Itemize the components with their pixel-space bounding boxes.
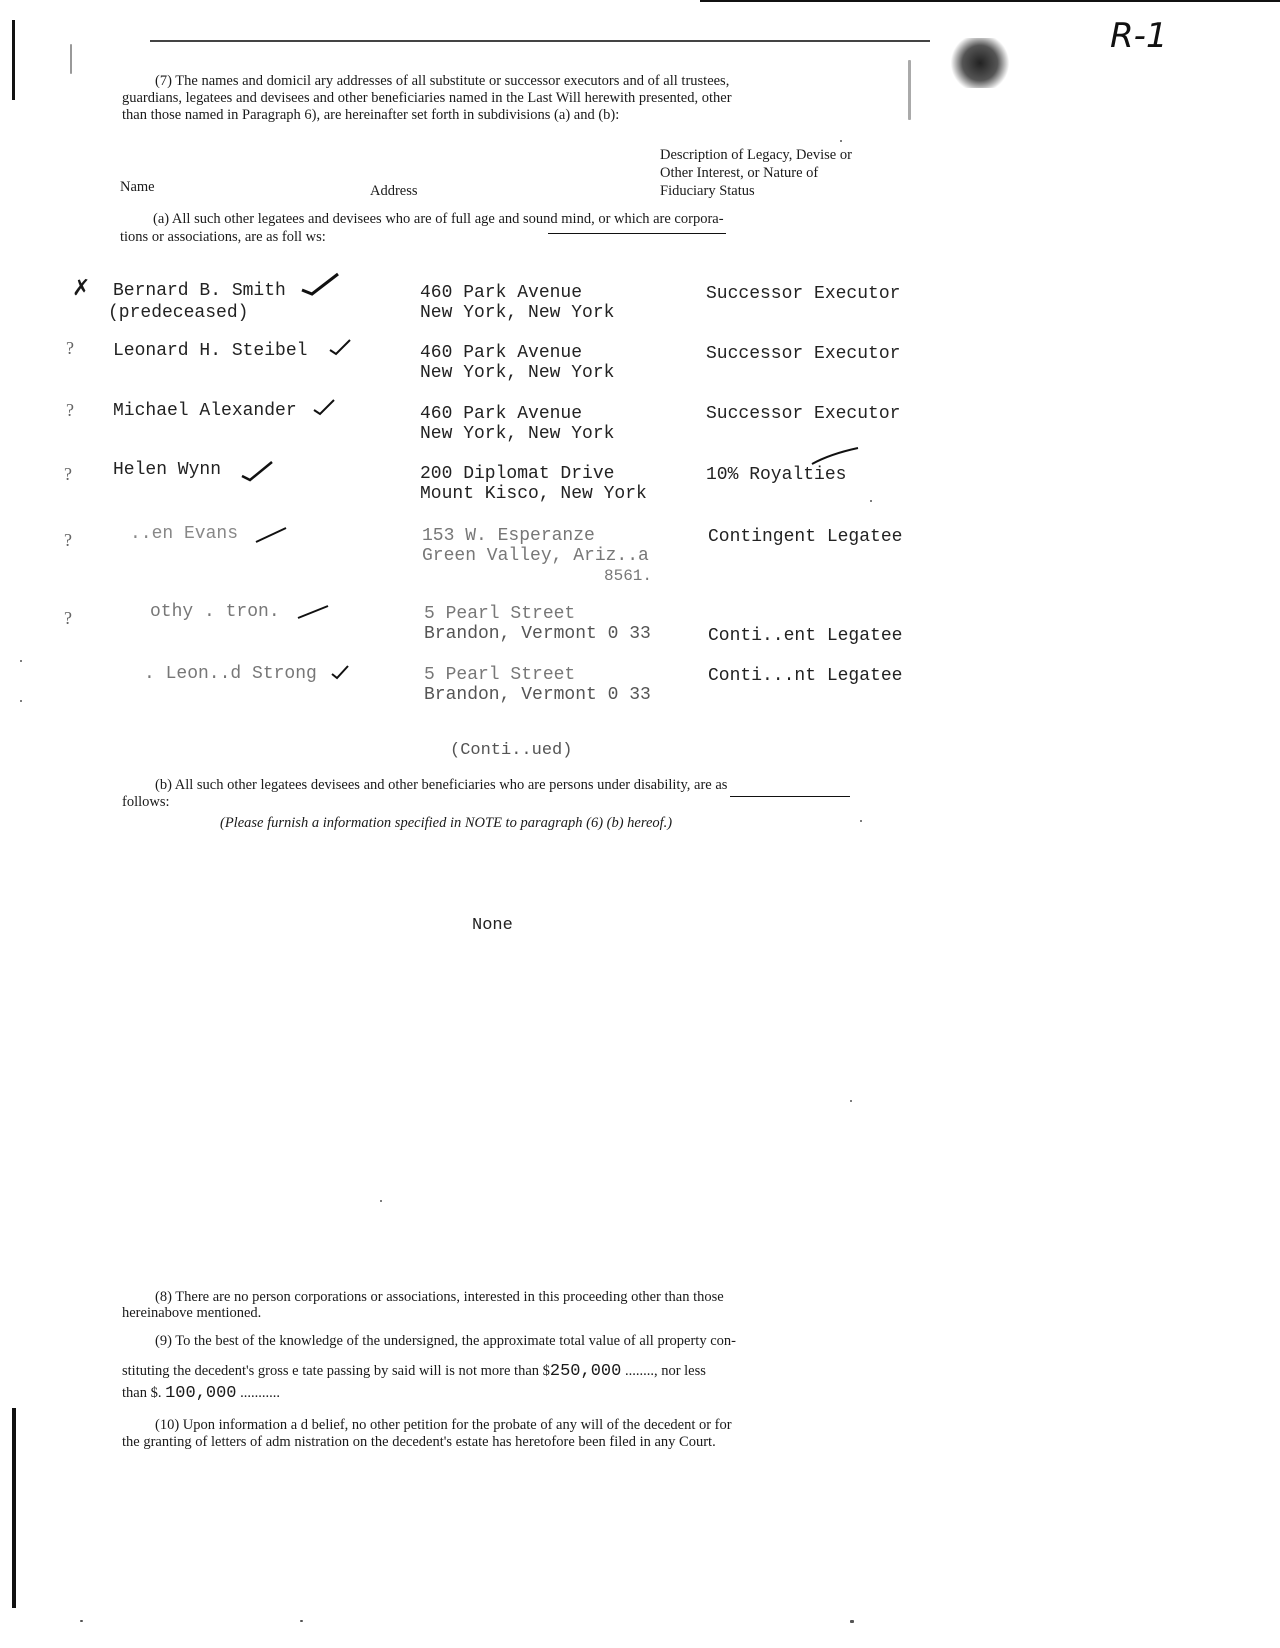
beneficiary-address-line2: Brandon, Vermont 0 33 — [424, 685, 651, 705]
para9-line3 — [122, 1384, 280, 1403]
para8-line1: (8) There are no person corporations or associations, interested in this proceeding other than those — [155, 1289, 724, 1305]
para7-line2: guardians, legatees and devisees and other beneficiaries named in the Last Will herewith presented, other — [122, 90, 732, 106]
column-description-line1: Description of Legacy, Devise or — [660, 147, 852, 163]
beneficiary-address-line2: New York, New York — [420, 363, 615, 383]
beneficiary-address-line1: 5 Pearl Street — [424, 665, 576, 685]
beneficiary-address-line2: New York, New York — [420, 303, 615, 323]
para7-line1: (7) The names and domicil ary addresses of all substitute or successor executors and of all trustees, — [155, 73, 730, 89]
para7-line3: than those named in Paragraph 6), are hereinafter set forth in subdivisions (a) and (b): — [122, 107, 620, 123]
para10-line2: the granting of letters of adm nistration on the decedent's estate has heretofore been filed in any Court. — [122, 1434, 716, 1450]
checkmark-icon — [300, 272, 340, 296]
beneficiary-address-line3: 8561. — [604, 567, 653, 585]
beneficiary-name: ..en Evans — [130, 524, 239, 544]
top-edge-line — [150, 40, 930, 42]
sub-a-line1: (a) All such other legatees and devisees who are of full age and sound mind, or which are corpora- — [153, 211, 724, 227]
beneficiary-address-line1: 200 Diplomat Drive — [420, 464, 615, 484]
beneficiary-address-line2: New York, New York — [420, 424, 615, 444]
row-mark: ? — [64, 608, 72, 628]
checkmark-icon — [240, 460, 274, 482]
continued-label: (Conti..ued) — [450, 741, 573, 760]
column-description-line2: Other Interest, or Nature of — [660, 165, 819, 181]
para9-line3-start: than $. — [122, 1385, 162, 1401]
beneficiary-name-note: (predeceased) — [108, 303, 249, 323]
beneficiary-description: Successor Executor — [706, 404, 901, 424]
underline-disability — [730, 796, 850, 797]
sub-b-none: None — [472, 916, 513, 935]
checkmark-icon — [312, 398, 336, 418]
beneficiary-address-line1: 153 W. Esperanze — [422, 526, 595, 546]
beneficiary-address-line1: 460 Park Avenue — [420, 283, 583, 303]
sub-a-line2: tions or associations, are as foll ws: — [120, 229, 326, 245]
checkmark-icon — [328, 338, 352, 358]
left-edge-mark-bottom — [12, 1408, 16, 1608]
row-mark: ? — [66, 400, 74, 420]
min-value: 100,000 — [165, 1384, 237, 1403]
beneficiary-address-line1: 460 Park Avenue — [420, 343, 583, 363]
checkmark-icon — [330, 664, 350, 682]
beneficiary-address-line2: Green Valley, Ariz..a — [422, 546, 649, 566]
column-name-heading: Name — [120, 179, 155, 195]
row-mark: ? — [64, 464, 72, 484]
beneficiary-name: othy . tron. — [150, 602, 280, 622]
beneficiary-description: Conti...nt Legatee — [708, 666, 903, 686]
para9-line1: (9) To the best of the knowledge of the undersigned, the approximate total value of all property con- — [155, 1333, 736, 1349]
checkmark-icon — [296, 602, 330, 622]
beneficiary-name: Leonard H. Steibel — [113, 341, 308, 361]
pen-stroke-icon — [810, 446, 860, 466]
para9-line2 — [122, 1362, 706, 1381]
column-address-heading: Address — [370, 183, 418, 199]
beneficiary-name: Helen Wynn — [113, 460, 222, 480]
beneficiary-address-line1: 5 Pearl Street — [424, 604, 576, 624]
beneficiary-description: Contingent Legatee — [708, 527, 903, 547]
sub-b-note: (Please furnish a information specified in NOTE to paragraph (6) (b) hereof.) — [220, 815, 673, 831]
para8-line2: hereinabove mentioned. — [122, 1305, 262, 1321]
sub-b-line1: (b) All such other legatees devisees and other beneficiaries who are persons under disability, are as — [155, 777, 728, 793]
corner-mark: R-1 — [1110, 16, 1168, 56]
row-mark: ? — [64, 530, 72, 550]
para9-line2-start: stituting the decedent's gross e tate passing by said will is not more than $ — [122, 1363, 550, 1379]
beneficiary-name: . Leon..d Strong — [144, 664, 317, 684]
sub-b-line2: follows: — [122, 794, 170, 810]
row-mark: ? — [66, 338, 74, 358]
beneficiary-address-line2: Mount Kisco, New York — [420, 484, 647, 504]
para9-line3-end: ........... — [240, 1385, 281, 1401]
row-mark: ✗ — [72, 276, 91, 301]
beneficiary-name: Michael Alexander — [113, 401, 297, 421]
beneficiary-address-line2: Brandon, Vermont 0 33 — [424, 624, 651, 644]
beneficiary-description: Successor Executor — [706, 284, 901, 304]
beneficiary-address-line1: 460 Park Avenue — [420, 404, 583, 424]
para9-line2-end: ........, nor less — [624, 1363, 706, 1379]
beneficiary-description: 10% Royalties — [706, 465, 847, 485]
underline-full-age — [548, 233, 726, 234]
para10-line1: (10) Upon information a d belief, no other petition for the probate of any will of the decedent or for — [155, 1417, 732, 1433]
max-value: 250,000 — [549, 1362, 622, 1381]
beneficiary-description: Conti..ent Legatee — [708, 626, 903, 646]
checkmark-icon — [254, 524, 288, 546]
beneficiary-name: Bernard B. Smith — [113, 281, 286, 301]
left-edge-mark-top — [12, 20, 15, 100]
column-description-line3: Fiduciary Status — [660, 183, 755, 199]
beneficiary-description: Successor Executor — [706, 344, 901, 364]
ink-smudge-top-right — [950, 38, 1010, 88]
top-right-border — [700, 0, 1280, 2]
